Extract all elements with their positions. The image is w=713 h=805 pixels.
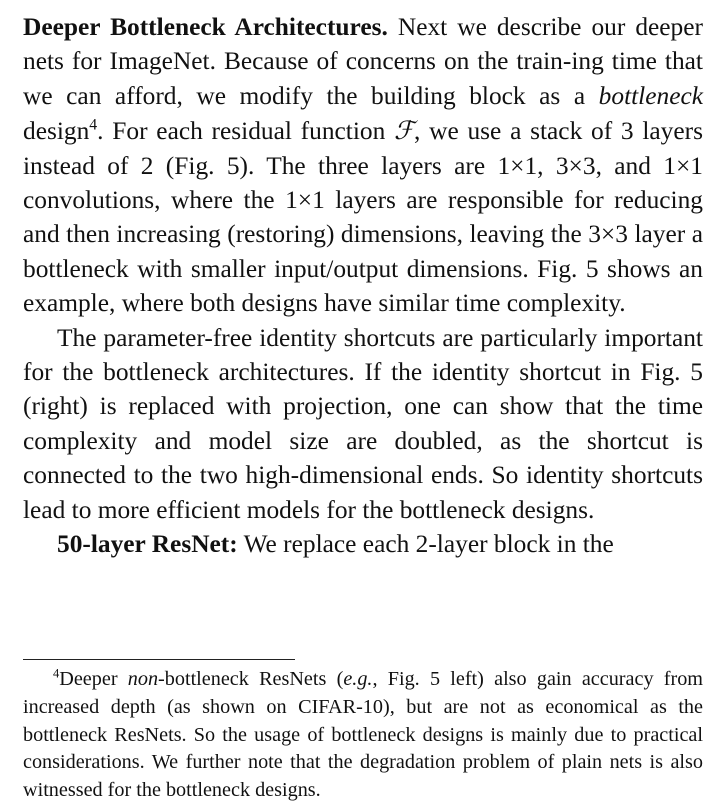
paragraph-deeper-bottleneck [23,10,703,321]
emphasis-bottleneck: bottleneck [598,81,703,110]
footnote-marker[interactable]: 4 [89,116,98,134]
paragraph-text: , we use a stack of 3 layers instead of 2 (Fig. 5). The three layers are 1×1, 3×3, and 1×1 convolutions, where the 1×1 layers are responsible for reducing and then increasing (restoring) dimensions, leaving the 3×3 layer a bottleneck with smaller input/output dimensions. Fig. 5 shows an example, where both designs have similar time complexity. [23,117,703,318]
paper-body [23,10,703,562]
footnote-text: , Fig. 5 left) also gain accuracy from increased depth (as shown on CIFAR-10), but are not as economical as the bottleneck ResNets. So the usage of bottleneck designs is mainly due to practical considerations. We further note that the degradation problem of plain nets is also witnessed for the bottleneck designs. [23,668,704,802]
paragraph-identity-shortcuts: The parameter-free identity shortcuts are particularly important for the bottleneck architectures. If the identity shortcut in Fig. 5 (right) is replaced with projection, one can show that the time complexity and model size are doubled, as the shortcut is connected to the two high-dimensional ends. So identity shortcuts lead to more efficient models for the bottleneck designs. [23,323,703,524]
section-heading-deeper-bottleneck: Deeper Bottleneck Architectures. [23,13,388,41]
paragraph-50-layer-resnet [23,527,703,561]
footnote-divider [23,659,295,660]
paragraph-text: Next we describe our deeper nets for ImageNet. Because of concerns on the train-ing time that we can afford, we modify the building block as a [23,13,703,110]
math-symbol-F: ℱ [394,115,415,146]
emphasis-eg: e.g. [343,668,373,690]
emphasis-non: non [127,668,159,690]
footnote-text: -bottleneck ResNets ( [158,668,344,690]
footnote-4 [23,666,703,805]
footnote-text: Deeper [59,668,128,690]
paragraph-text: We replace each 2-layer block in the [243,530,614,559]
paragraph-text: . For each residual function [97,117,395,146]
section-heading-50-layer-resnet: 50-layer ResNet: [57,530,238,559]
footnote-number: 4 [53,666,60,681]
paragraph-text: design [23,117,90,146]
